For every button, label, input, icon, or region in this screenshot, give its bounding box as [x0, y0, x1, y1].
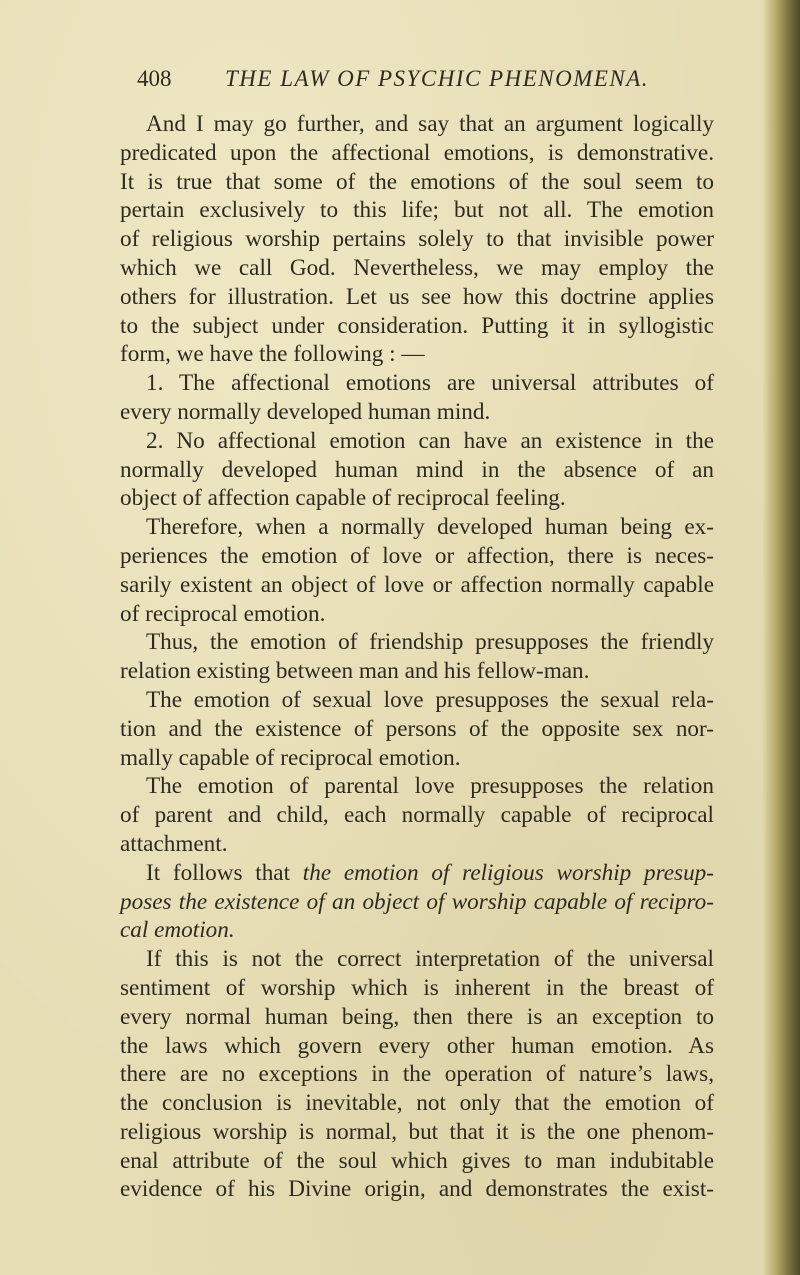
text-line: [120, 1032, 714, 1061]
text-line: [120, 888, 714, 917]
text-line: [120, 484, 714, 513]
text-line-roman: pertain exclusively to this life; but not all. The emotion: [120, 197, 714, 224]
text-line-roman: The emotion of parental love presupposes the relation: [146, 773, 714, 800]
text-line: [120, 340, 714, 369]
text-line: [120, 1003, 714, 1032]
text-line-roman: tion and the existence of persons of the opposite sex nor-: [120, 715, 714, 742]
text-line: [120, 772, 714, 801]
text-line-roman: evidence of his Divine origin, and demonstrates the exist-: [120, 1176, 714, 1203]
text-line-roman: religious worship is normal, but that it is the one phenom-: [120, 1118, 714, 1145]
text-line-roman: to the subject under consideration. Putting it in syllogistic: [120, 312, 714, 339]
text-line-roman: 1. The affectional emotions are universal attributes of: [146, 370, 714, 397]
text-line: [120, 715, 714, 744]
body-text: [120, 110, 714, 1204]
text-line-roman: which we call God. Nevertheless, we may employ the: [120, 254, 714, 281]
text-line: [120, 830, 714, 859]
text-line: [120, 859, 714, 888]
text-line: [120, 110, 714, 139]
text-line: [120, 283, 714, 312]
text-line: [120, 312, 714, 341]
text-line: [120, 1089, 714, 1118]
running-title: THE LAW OF PSYCHIC PHENOMENA.: [225, 66, 650, 91]
text-line-roman: others for illustration. Let us see how this doctrine applies: [120, 283, 714, 310]
text-line-roman: predicated upon the affectional emotions, is demonstrative.: [120, 139, 714, 166]
text-line: [120, 916, 714, 945]
page-edge-shadow: [762, 0, 800, 1275]
text-line: [120, 398, 714, 427]
text-line: [120, 945, 714, 974]
text-line: [120, 542, 714, 571]
text-line: [120, 254, 714, 283]
text-line: [120, 744, 714, 773]
text-line-roman: Thus, the emotion of friendship presupposes the friendly: [146, 629, 714, 656]
text-line: [120, 513, 714, 542]
text-line-roman: every normal human being, then there is an exception to: [120, 1003, 714, 1030]
text-line: [120, 600, 714, 629]
text-line: [120, 1147, 714, 1176]
text-line: [120, 196, 714, 225]
text-line-roman: If this is not the correct interpretation of the universal: [146, 946, 714, 973]
text-line-roman: of religious worship pertains solely to that invisible power: [120, 226, 714, 253]
text-line: [120, 369, 714, 398]
text-line-roman: the conclusion is inevitable, not only that the emotion of: [120, 1090, 714, 1117]
running-header: [137, 58, 737, 98]
text-line-roman: The emotion of sexual love presupposes the sexual rela-: [146, 686, 714, 713]
text-line: [120, 628, 714, 657]
text-line: [120, 456, 714, 485]
text-line-roman: It is true that some of the emotions of the soul seem to: [120, 168, 714, 195]
text-line-roman: Therefore, when a normally developed human being ex-: [146, 514, 714, 541]
text-line-roman: attachment.: [120, 830, 228, 857]
text-line-roman: form, we have the following : —: [120, 341, 425, 368]
text-line-roman: And I may go further, and say that an argument logically: [146, 111, 714, 137]
text-line: [120, 225, 714, 254]
text-line: [120, 974, 714, 1003]
text-line-roman: It follows that: [146, 859, 303, 886]
text-line: [120, 1118, 714, 1147]
page-number: 408: [137, 66, 172, 91]
text-line-roman: of reciprocal emotion.: [120, 600, 326, 627]
text-line-roman: of parent and child, each normally capable of reciprocal: [120, 802, 714, 829]
text-line-roman: mally capable of reciprocal emotion.: [120, 744, 461, 771]
text-line-roman: relation existing between man and his fellow-man.: [120, 658, 590, 685]
text-line-roman: 2. No affectional emotion can have an existence in the: [146, 427, 714, 454]
text-line: [120, 1060, 714, 1089]
text-line-roman: enal attribute of the soul which gives to man indubitable: [120, 1147, 714, 1174]
text-line: [120, 168, 714, 197]
text-line-italic: poses the existence of an object of worship capable of recipro-: [120, 888, 714, 915]
text-line-roman: normally developed human mind in the absence of an: [120, 456, 714, 483]
text-line-roman: periences the emotion of love or affection, there is neces-: [120, 542, 714, 569]
text-line: [120, 686, 714, 715]
text-line-roman: there are no exceptions in the operation of nature’s laws,: [120, 1061, 714, 1088]
text-line: [120, 427, 714, 456]
text-line-italic: the emotion of religious worship presup-: [302, 859, 714, 886]
text-line: [120, 801, 714, 830]
text-line: [120, 571, 714, 600]
text-line: [120, 657, 714, 686]
text-line-roman: the laws which govern every other human emotion. As: [120, 1032, 714, 1059]
text-line: [120, 1175, 714, 1204]
text-line-roman: object of affection capable of reciprocal feeling.: [120, 485, 566, 512]
text-line-roman: every normally developed human mind.: [120, 398, 491, 425]
text-line-roman: sentiment of worship which is inherent in the breast of: [120, 974, 714, 1001]
text-line-italic: cal emotion.: [120, 917, 235, 944]
text-line: [120, 139, 714, 168]
text-line-roman: sarily existent an object of love or affection normally capable: [120, 571, 714, 598]
